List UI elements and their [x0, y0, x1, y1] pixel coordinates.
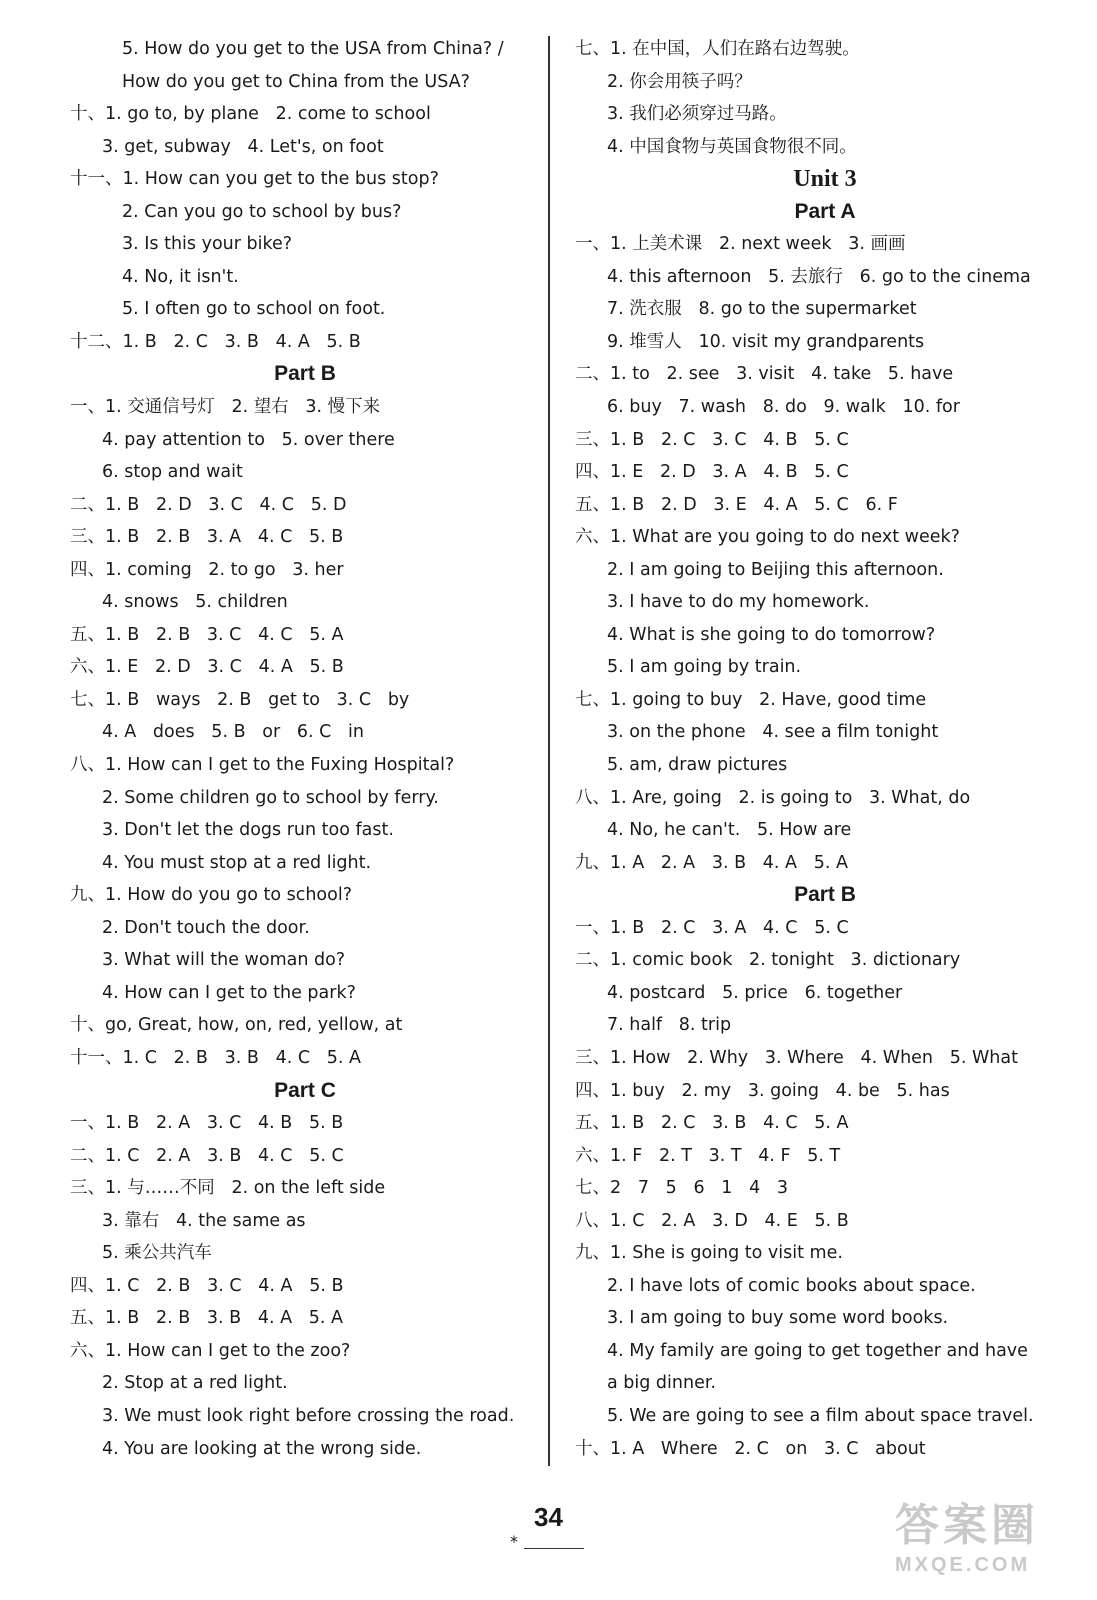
answer-line: How do you get to China from the USA? — [122, 71, 470, 92]
answer-line: 三、1. B 2. B 3. A 4. C 5. B — [70, 527, 344, 548]
answer-line: 六、1. What are you going to do next week? — [575, 527, 960, 548]
unit-heading: Unit 3 — [793, 166, 857, 193]
answer-line: 十、go, Great, how, on, red, yellow, at — [70, 1015, 403, 1036]
answer-line: 五、1. B 2. B 3. B 4. A 5. A — [70, 1308, 344, 1329]
page-number-rule — [524, 1548, 584, 1549]
answer-line: 三、1. 与……不同 2. on the left side — [70, 1178, 386, 1199]
answer-line: 三、1. B 2. C 3. C 4. B 5. C — [575, 429, 849, 450]
answer-line: 八、1. C 2. A 3. D 4. E 5. B — [575, 1210, 849, 1231]
answer-line: 4. No, he can't. 5. How are — [607, 820, 852, 841]
answer-line: 3. Don't let the dogs run too fast. — [102, 820, 394, 841]
answer-line: 七、1. 在中国，人们在路右边驾驶。 — [575, 39, 860, 59]
answer-line: 九、1. A 2. A 3. B 4. A 5. A — [575, 852, 848, 873]
answer-line: 4. postcard 5. price 6. together — [607, 982, 903, 1003]
page-number: 34 — [534, 1502, 563, 1532]
answer-line: 5. I often go to school on foot. — [122, 299, 386, 320]
answer-line: 3. We must look right before crossing the road. — [102, 1405, 515, 1426]
answer-line: 十一、1. How can you get to the bus stop? — [70, 169, 439, 190]
answer-line: 十、1. A Where 2. C on 3. C about — [575, 1438, 926, 1459]
answer-line: 六、1. How can I get to the zoo? — [70, 1340, 351, 1361]
answer-line: 2. Stop at a red light. — [102, 1373, 288, 1394]
answer-line: 4. A does 5. B or 6. C in — [102, 722, 364, 743]
answer-line: 四、1. coming 2. to go 3. her — [70, 559, 344, 580]
answer-line: 4. How can I get to the park? — [102, 982, 356, 1003]
answer-line: 7. 洗衣服 8. go to the supermarket — [607, 299, 917, 320]
answer-line: 2. I am going to Beijing this afternoon. — [607, 559, 944, 580]
answer-line: 4. What is she going to do tomorrow? — [607, 624, 936, 645]
answer-line: 4. No, it isn't. — [122, 266, 239, 287]
answer-line: 9. 堆雪人 10. visit my grandparents — [607, 331, 925, 352]
answer-line: 2. Can you go to school by bus? — [122, 201, 402, 222]
answer-line: 3. 靠右 4. the same as — [102, 1210, 306, 1231]
watermark-text-top: 答案圈 — [895, 1501, 1039, 1550]
answer-line: 3. I have to do my homework. — [607, 592, 870, 613]
section-heading: Part B — [274, 362, 336, 386]
answer-line: 2. 你会用筷子吗？ — [607, 71, 752, 92]
answer-line: 7. half 8. trip — [607, 1015, 732, 1036]
answer-line: 4. You must stop at a red light. — [102, 852, 372, 873]
answer-line: 十二、1. B 2. C 3. B 4. A 5. B — [70, 331, 361, 352]
answer-line: 4. snows 5. children — [102, 592, 288, 613]
answer-line: 2. Don't touch the door. — [102, 917, 310, 938]
answer-line: 一、1. B 2. A 3. C 4. B 5. B — [70, 1113, 344, 1134]
watermark-logo — [895, 1500, 1085, 1590]
answer-line: 4. You are looking at the wrong side. — [102, 1438, 422, 1459]
answer-column-right — [575, 33, 1075, 1465]
answer-line: 七、1. B ways 2. B get to 3. C by — [70, 689, 410, 710]
answer-line: 一、1. 交通信号灯 2. 望右 3. 慢下来 — [70, 397, 381, 418]
column-divider — [548, 36, 550, 1466]
page-ornament: * — [510, 1532, 518, 1551]
answer-line: 七、2 7 5 6 1 4 3 — [575, 1178, 789, 1199]
answer-line: a big dinner. — [607, 1373, 716, 1394]
answer-line: 2. Some children go to school by ferry. — [102, 787, 439, 808]
answer-column-left — [70, 33, 540, 1465]
answer-line: 三、1. How 2. Why 3. Where 4. When 5. What — [575, 1047, 1018, 1068]
answer-line: 5. am, draw pictures — [607, 755, 788, 776]
answer-line: 4. pay attention to 5. over there — [102, 429, 395, 450]
answer-line: 二、1. C 2. A 3. B 4. C 5. C — [70, 1145, 344, 1166]
answer-line: 九、1. How do you go to school? — [70, 885, 352, 906]
answer-line: 3. get, subway 4. Let's, on foot — [102, 136, 384, 157]
answer-line: 五、1. B 2. B 3. C 4. C 5. A — [70, 624, 344, 645]
watermark-text-bottom: MXQE.COM — [895, 1554, 1031, 1576]
answer-line: 4. this afternoon 5. 去旅行 6. go to the cinema — [607, 266, 1031, 287]
answer-line: 十、1. go to, by plane 2. come to school — [70, 104, 431, 125]
answer-line: 八、1. How can I get to the Fuxing Hospital? — [70, 755, 455, 776]
answer-line: 四、1. E 2. D 3. A 4. B 5. C — [575, 462, 849, 483]
answer-line: 八、1. Are, going 2. is going to 3. What, do — [575, 787, 971, 808]
answer-line: 5. We are going to see a film about space travel. — [607, 1405, 1034, 1426]
answer-line: 六、1. F 2. T 3. T 4. F 5. T — [575, 1145, 841, 1166]
answer-line: 二、1. comic book 2. tonight 3. dictionary — [575, 950, 961, 971]
answer-line: 3. I am going to buy some word books. — [607, 1308, 949, 1329]
answer-line: 一、1. 上美术课 2. next week 3. 画画 — [575, 234, 906, 255]
answer-line: 5. How do you get to the USA from China? / — [122, 39, 504, 59]
answer-line: 5. 乘公共汽车 — [102, 1243, 212, 1264]
answer-line: 3. Is this your bike? — [122, 234, 293, 255]
answer-line: 七、1. going to buy 2. Have, good time — [575, 689, 927, 710]
section-heading: Part B — [794, 883, 856, 907]
answer-line: 二、1. to 2. see 3. visit 4. take 5. have — [575, 364, 954, 385]
section-heading: Part A — [794, 199, 856, 223]
answer-line: 4. 中国食物与英国食物很不同。 — [607, 136, 857, 157]
answer-line: 2. I have lots of comic books about space. — [607, 1275, 976, 1296]
answer-line: 3. What will the woman do? — [102, 950, 346, 971]
answer-line: 六、1. E 2. D 3. C 4. A 5. B — [70, 657, 344, 678]
answer-line: 3. 我们必须穿过马路。 — [607, 104, 787, 125]
answer-line: 四、1. C 2. B 3. C 4. A 5. B — [70, 1275, 344, 1296]
answer-line: 五、1. B 2. D 3. E 4. A 5. C 6. F — [575, 494, 898, 515]
answer-line: 4. My family are going to get together and have — [607, 1340, 1028, 1361]
answer-line: 5. I am going by train. — [607, 657, 802, 678]
section-heading: Part C — [274, 1078, 336, 1102]
answer-line: 6. stop and wait — [102, 462, 243, 483]
answer-line: 一、1. B 2. C 3. A 4. C 5. C — [575, 917, 849, 938]
answer-line: 6. buy 7. wash 8. do 9. walk 10. for — [607, 397, 960, 418]
answer-line: 3. on the phone 4. see a film tonight — [607, 722, 939, 743]
answer-line: 十一、1. C 2. B 3. B 4. C 5. A — [70, 1047, 361, 1068]
answer-line: 五、1. B 2. C 3. B 4. C 5. A — [575, 1113, 849, 1134]
answer-line: 九、1. She is going to visit me. — [575, 1243, 843, 1264]
answer-line: 二、1. B 2. D 3. C 4. C 5. D — [70, 494, 347, 515]
answer-line: 四、1. buy 2. my 3. going 4. be 5. has — [575, 1080, 950, 1101]
